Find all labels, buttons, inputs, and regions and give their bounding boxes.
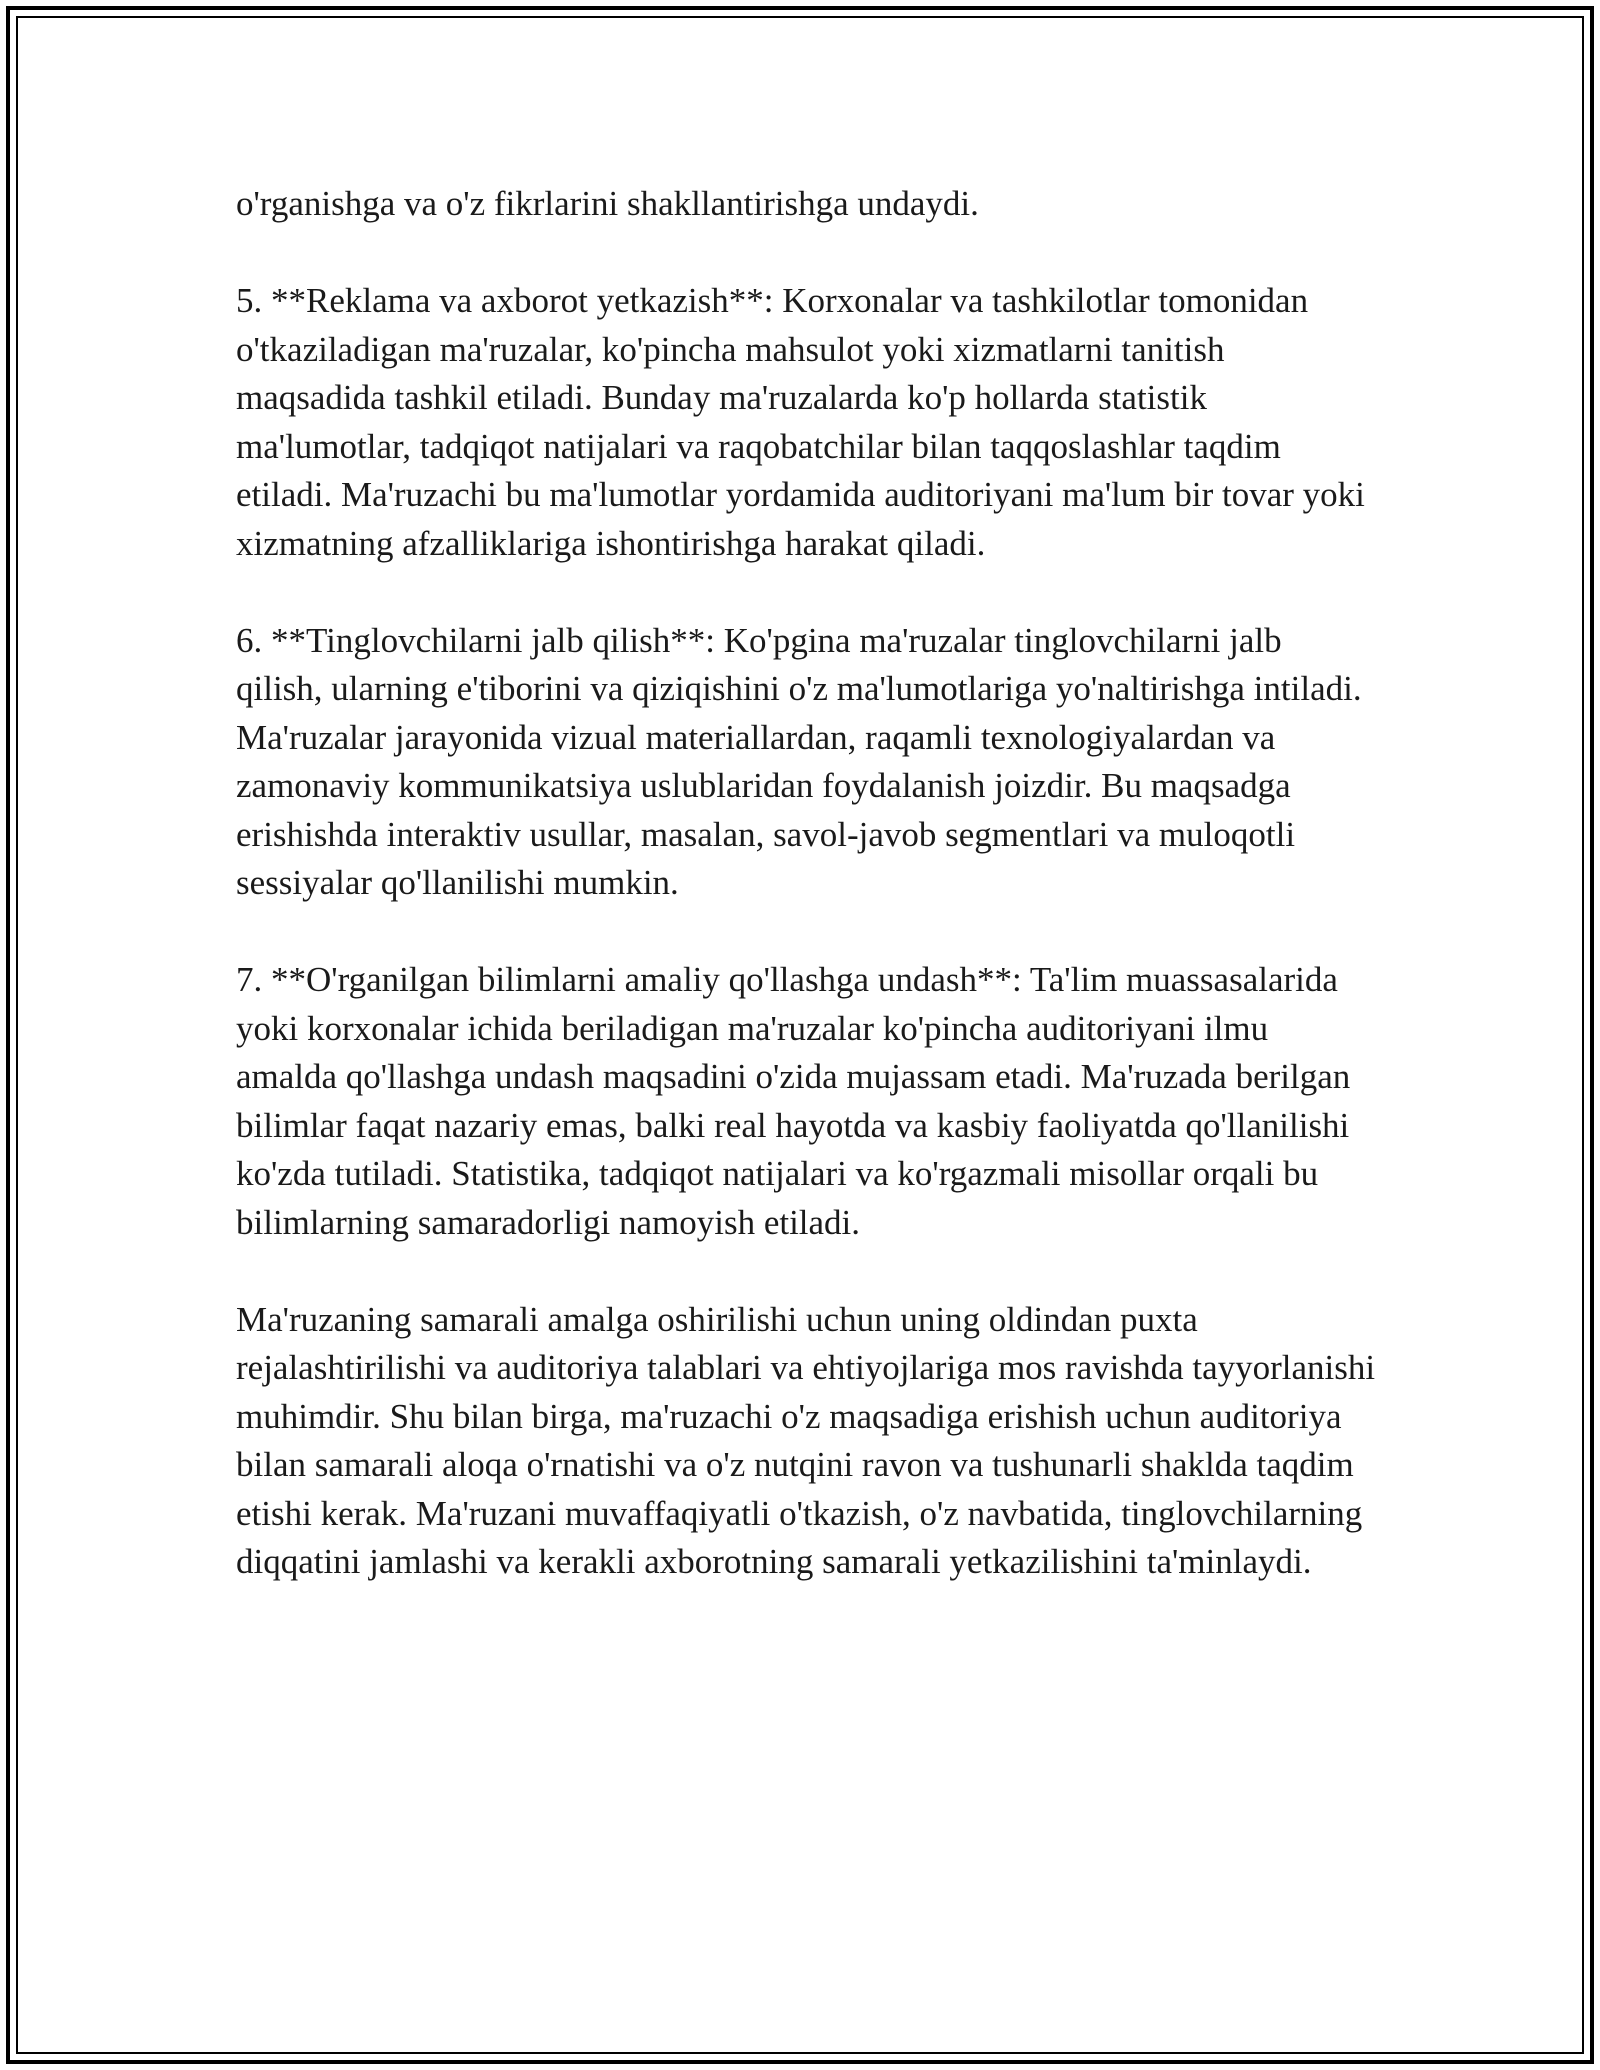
- paragraph-item-5: 5. **Reklama va axborot yetkazish**: Korxonalar va tashkilotlar tomonidan o'tkaziladigan ma'ruzalar, ko'pincha mahsulot yoki xizmatlarni tanitish maqsadida tashkil etiladi. Bunday ma'ruzalarda ko'p hollarda statistik ma'lumotlar, tadqiqot natijalari va raqobatchilar bilan taqqoslashlar taqdim etiladi. Ma'ruzachi bu ma'lumotlar yordamida auditoriyani ma'lum bir tovar yoki xizmatning afzalliklariga ishontirishga harakat qiladi.: [236, 281, 1365, 563]
- paragraph-conclusion: Ma'ruzaning samarali amalga oshirilishi uchun uning oldindan puxta rejalashtirilishi va auditoriya talablari va ehtiyojlariga mos ravishda tayyorlanishi muhimdir. Shu bilan birga, ma'ruzachi o'z maqsadiga erishish uchun auditoriya bilan samarali aloqa o'rnatishi va o'z nutqini ravon va tushunarli shaklda taqdim etishi kerak. Ma'ruzani muvaffaqiyatli o'tkazish, o'z navbatida, tinglovchilarning diqqatini jamlashi va kerakli axborotning samarali yetkazilishini ta'minlaydi.: [236, 1299, 1376, 1581]
- document-body: [236, 180, 1376, 1635]
- paragraph-item-7: 7. **O'rganilgan bilimlarni amaliy qo'llashga undash**: Ta'lim muassasalarida yoki korxonalar ichida beriladigan ma'ruzalar ko'pincha auditoriyani ilmu amalda qo'llashga undash maqsadini o'zida mujassam etadi. Ma'ruzada berilgan bilimlar faqat nazariy emas, balki real hayotda va kasbiy faoliyatda qo'llanilishi ko'zda tutiladi. Statistika, tadqiqot natijalari va ko'rgazmali misollar orqali bu bilimlarning samaradorligi namoyish etiladi.: [236, 960, 1351, 1242]
- paragraph-item-6: 6. **Tinglovchilarni jalb qilish**: Ko'pgina ma'ruzalar tinglovchilarni jalb qilish, ularning e'tiborini va qiziqishini o'z ma'lumotlariga yo'naltirishga intiladi. Ma'ruzalar jarayonida vizual materiallardan, raqamli texnologiyalardan va zamonaviy kommunikatsiya uslublaridan foydalanish joizdir. Bu maqsadga erishishda interaktiv usullar, masalan, savol-javob segmentlari va muloqotli sessiyalar qo'llanilishi mumkin.: [236, 620, 1362, 902]
- paragraph-continuation: o'rganishga va o'z fikrlarini shakllantirishga undaydi.: [236, 184, 979, 223]
